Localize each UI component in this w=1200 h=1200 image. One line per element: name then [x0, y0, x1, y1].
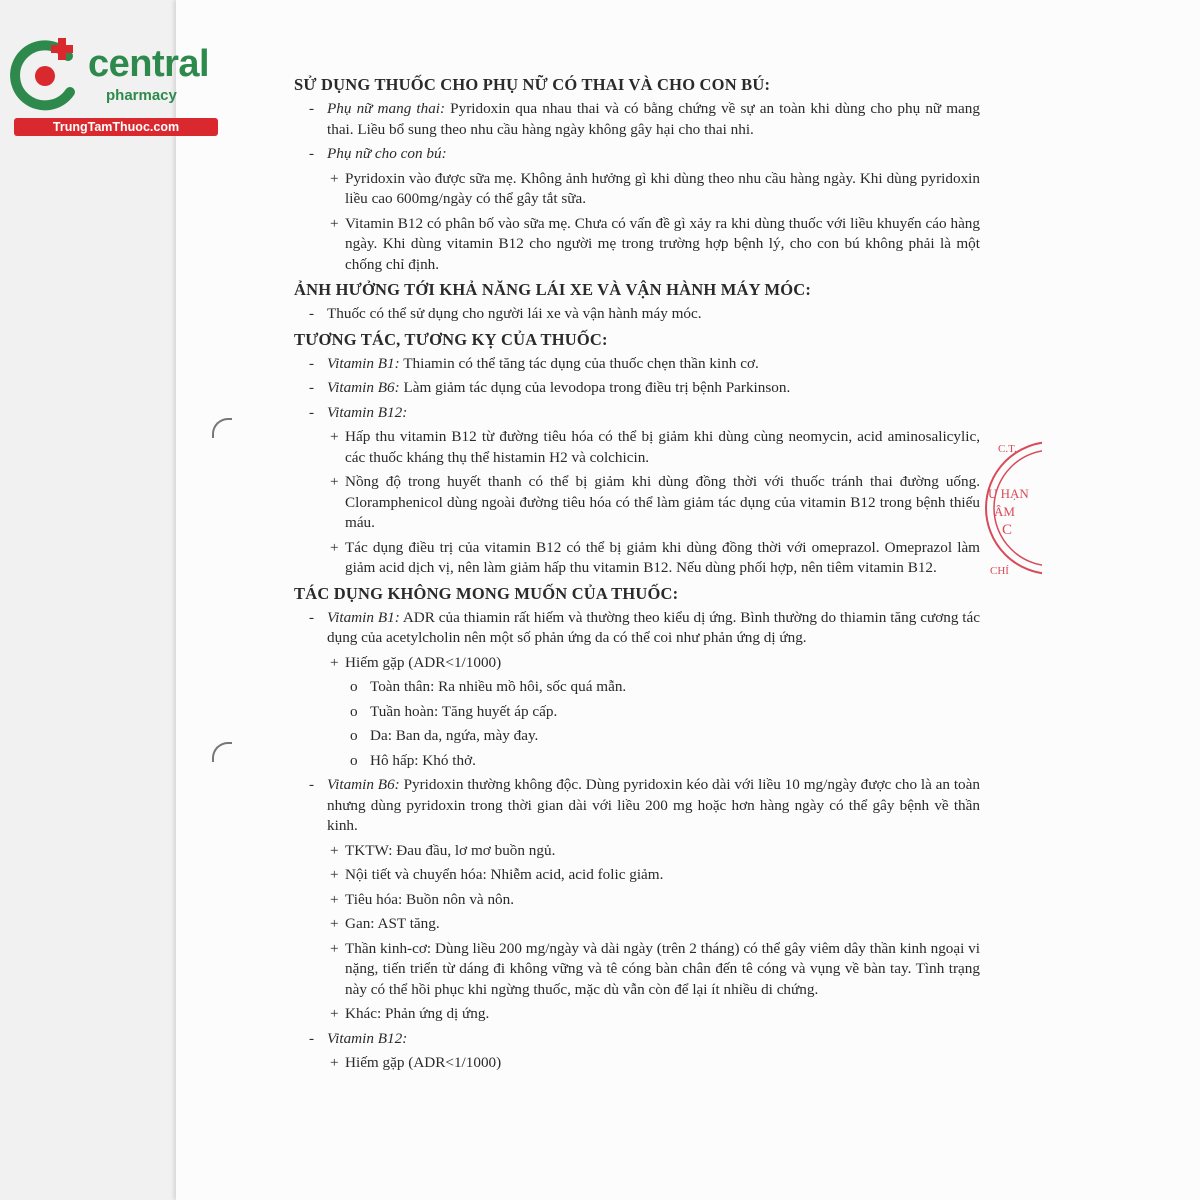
list-item [292, 653, 980, 674]
item-text: Hiếm gặp (ADR<1/1000) [345, 1054, 502, 1071]
dash-marker: - [309, 403, 315, 421]
item-label: Vitamin B1: [327, 608, 400, 626]
circle-marker: o [350, 702, 358, 720]
plus-marker: + [330, 169, 339, 187]
item-label: Vitamin B1: [327, 354, 400, 372]
stamp-text: ÂM [994, 504, 1015, 519]
dash-marker: - [309, 608, 315, 626]
item-label: Phụ nữ cho con bú: [327, 145, 447, 162]
logo-brand: central [88, 43, 210, 85]
item-text: Khác: Phản ứng dị ứng. [345, 1005, 490, 1022]
stamp-text: C [1002, 522, 1013, 538]
red-stamp-icon [982, 428, 1042, 588]
list-item [292, 304, 980, 325]
plus-marker: + [330, 473, 339, 490]
item-text: Thiamin có thể tăng tác dụng của thuốc chẹn thần kinh cơ. [399, 354, 759, 372]
plus-marker: + [330, 915, 339, 932]
list-item [292, 751, 980, 772]
list-item [292, 677, 980, 698]
logo-subtitle: pharmacy [106, 87, 177, 104]
item-text: Thần kinh-cơ: Dùng liều 200 mg/ngày và dài ngày (trên 2 tháng) có thể gây viêm dây thần kinh ngoại vi nặng, tiến triển từ dáng đi không vững và tê cóng bàn chân đến tê cóng và vụng về bàn tay. Tình trạng này có thể hồi phục khi ngừng thuốc, mặc dù vẫn còn để lại ít nhiều di chứng. [345, 939, 980, 998]
list-item [292, 144, 980, 165]
stamp-text: CHÍ [990, 565, 1009, 577]
central-pharmacy-logo [8, 36, 218, 136]
dash-marker: - [309, 776, 315, 793]
plus-marker: + [330, 841, 339, 859]
item-text: Nội tiết và chuyển hóa: Nhiễm acid, acid folic giảm. [345, 866, 664, 883]
logo-mark-icon [8, 36, 88, 118]
list-item [292, 914, 980, 935]
item-label: Vitamin B6: [327, 379, 400, 396]
item-text: Pyridoxin qua nhau thai và có bằng chứng về sự an toàn khi dùng cho phụ nữ mang thai. Liều bổ sung theo nhu cầu hàng ngày không gây hại cho thai nhi. [327, 100, 980, 138]
list-item [292, 890, 980, 911]
section-title-driving: ẢNH HƯỞNG TỚI KHẢ NĂNG LÁI XE VÀ VẬN HÀNH MÁY MÓC: [294, 280, 812, 299]
item-text: Làm giảm tác dụng của levodopa trong điều trị bệnh Parkinson. [399, 379, 791, 396]
list-item [292, 378, 980, 399]
item-text: Tác dụng điều trị của vitamin B12 có thể bị giảm khi dùng đồng thời với omeprazol. Omeprazol làm giảm acid dịch vị, nên làm giảm hấp thu vitamin B12. Nếu dùng phối hợp, nên tiêm vitamin B12. [345, 538, 980, 576]
list-item [292, 775, 980, 837]
list-item [292, 841, 980, 862]
dash-marker: - [309, 354, 315, 372]
section-title-interactions: TƯƠNG TÁC, TƯƠNG KỴ CỦA THUỐC: [294, 329, 608, 349]
list-item [292, 1029, 980, 1050]
list-item [292, 472, 980, 534]
dash-marker: - [309, 145, 315, 162]
list-item [292, 939, 980, 1001]
plus-marker: + [330, 428, 339, 445]
list-item [292, 608, 980, 649]
item-text: Hấp thu vitamin B12 từ đường tiêu hóa có thể bị giảm khi dùng cùng neomycin, acid aminosalicylic, các thuốc kháng thụ thể histamin H2 và colchicin. [345, 428, 980, 466]
list-item [292, 1053, 980, 1074]
item-text: Pyridoxin thường không độc. Dùng pyridoxin kéo dài với liều 10 mg/ngày được cho là an toàn nhưng dùng pyridoxin trong thời gian dài với liều 200 mg hoặc hơn hàng ngày có thể gây bệnh về thần kinh. [327, 776, 980, 834]
plus-marker: + [330, 538, 339, 556]
item-text: Pyridoxin vào được sữa mẹ. Không ảnh hưởng gì khi dùng theo nhu cầu hàng ngày. Khi dùng pyridoxin liều cao 600mg/ngày có thể gây tắt sữa. [345, 169, 980, 207]
plus-marker: + [330, 1005, 339, 1022]
item-text: Thuốc có thể sử dụng cho người lái xe và vận hành máy móc. [327, 305, 702, 322]
list-item [292, 403, 980, 424]
item-label: Phụ nữ mang thai: [327, 100, 446, 117]
item-text: Tuần hoàn: Tăng huyết áp cấp. [370, 702, 558, 720]
item-text: TKTW: Đau đầu, lơ mơ buồn ngủ. [345, 841, 556, 859]
item-text: ADR của thiamin rất hiếm và thường theo kiểu dị ứng. Bình thường do thiamin tăng cương tác dụng của acetylcholin nên một số phản ứng da có thể coi như phản ứng dị ứng. [327, 608, 980, 646]
plus-marker: + [330, 939, 339, 957]
circle-marker: o [350, 727, 358, 744]
section-title-pregnancy: SỬ DỤNG THUỐC CHO PHỤ NỮ CÓ THAI VÀ CHO CON BÚ: [294, 75, 771, 94]
circle-marker: o [350, 751, 358, 769]
plus-marker: + [330, 1054, 339, 1071]
dash-marker: - [309, 100, 315, 117]
item-label: Vitamin B12: [327, 403, 408, 421]
plus-marker: + [330, 214, 339, 232]
document-content [292, 74, 980, 1078]
item-text: Tiêu hóa: Buồn nôn và nôn. [345, 890, 515, 908]
list-item [292, 214, 980, 276]
stamp-text: C.T. [998, 443, 1017, 455]
item-text: Toàn thân: Ra nhiều mồ hôi, sốc quá mẫn. [370, 678, 627, 695]
list-item [292, 865, 980, 886]
section-title-adverse-effects: TÁC DỤNG KHÔNG MONG MUỐN CỦA THUỐC: [294, 583, 679, 603]
list-item [292, 99, 980, 140]
item-text: Hô hấp: Khó thở. [370, 751, 476, 769]
circle-marker: o [350, 678, 358, 695]
stamp-text: U HẠN [988, 486, 1029, 501]
dash-marker: - [309, 1029, 315, 1047]
item-text: Vitamin B12 có phân bố vào sữa mẹ. Chưa có vấn đề gì xảy ra khi dùng thuốc với liều khuyến cáo hàng ngày. Khi dùng vitamin B12 cho người mẹ trong trường hợp bệnh lý, cho con bú không phải là một chống chỉ định. [345, 214, 980, 273]
list-item [292, 702, 980, 723]
plus-marker: + [330, 653, 339, 671]
dash-marker: - [309, 305, 315, 322]
list-item [292, 354, 980, 375]
item-label: Vitamin B12: [327, 1029, 408, 1047]
list-item [292, 169, 980, 210]
list-item [292, 538, 980, 579]
item-label: Vitamin B6: [327, 776, 400, 793]
plus-marker: + [330, 890, 339, 908]
logo-url: TrungTamThuoc.com [14, 118, 218, 136]
plus-marker: + [330, 866, 339, 883]
list-item [292, 1004, 980, 1025]
dash-marker: - [309, 379, 315, 396]
item-text: Nồng độ trong huyết thanh có thể bị giảm khi dùng đồng thời với thuốc tránh thai đường uống. Cloramphenicol dùng ngoài đường tiêu hóa có thể làm giảm tác dụng của vitamin B12 trong bệnh thiếu máu. [345, 473, 980, 531]
list-item [292, 427, 980, 468]
item-text: Gan: AST tăng. [345, 915, 440, 932]
list-item [292, 726, 980, 747]
item-text: Hiếm gặp (ADR<1/1000) [345, 653, 502, 671]
item-text: Da: Ban da, ngứa, mày đay. [370, 727, 539, 744]
